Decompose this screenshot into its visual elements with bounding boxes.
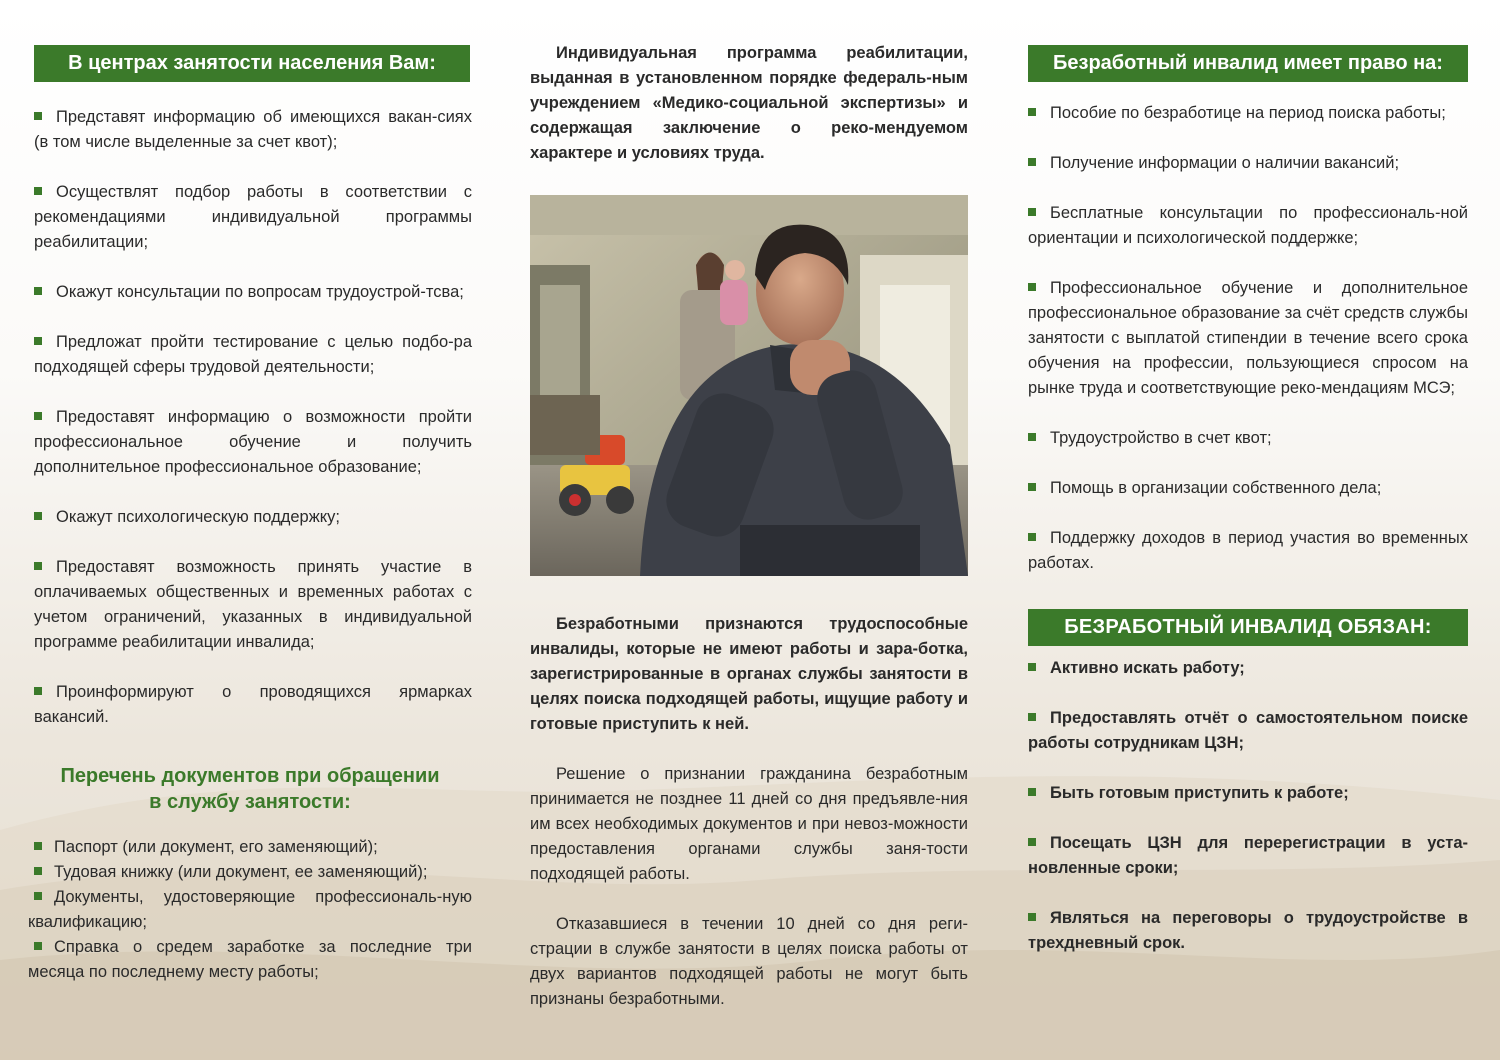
square-bullet-icon: [34, 337, 42, 345]
duty-item: Быть готовым приступить к работе;: [1028, 781, 1468, 806]
list-item: Предоставят информацию о возможности пройти профессиональное обучение и получить дополнительное профессиональное образование;: [34, 408, 472, 476]
list-item: Предоставят возможность принять участие в оплачиваемых общественных и временных работах с учетом ограничений, указанных в индивидуальной программе реабилитации инвалида;: [34, 558, 472, 651]
right-column: [1028, 0, 1468, 956]
square-bullet-icon: [34, 867, 42, 875]
left-column: [28, 0, 472, 985]
list-item: Проинформируют о проводящихся ярмарках вакансий.: [34, 683, 472, 726]
square-bullet-icon: [34, 942, 42, 950]
square-bullet-icon: [34, 187, 42, 195]
duty-item: Активно искать работу;: [1028, 656, 1468, 681]
unemployed-definition-text: Безработными признаются трудоспособные инвалиды, которые не имеют работы и зара-ботка, зарегистрированные в органах службы занятости в целях поиска подходящей работы, ищущие работу и готовые приступить к ней.: [530, 615, 968, 733]
right-item: Помощь в организации собственного дела;: [1028, 476, 1468, 501]
list-item: Представят информацию об имеющихся вакан-сиях (в том числе выделенные за счет квот);: [34, 108, 472, 151]
square-bullet-icon: [1028, 788, 1036, 796]
right-item: Получение информации о наличии вакансий;: [1028, 151, 1468, 176]
refused-text: Отказавшиеся в течении 10 дней со дня реги-страции в службе занятости в целях поиска работы от двух вариантов подходящей работы не могут быть признаны безработными.: [530, 915, 968, 1008]
duty-item: Посещать ЦЗН для перерегистрации в уста-новленные сроки;: [1028, 834, 1468, 877]
decision-text: Решение о признании гражданина безработным принимается не позднее 11 дней со дня предъявле-ния им всех необходимых документов и при невоз-можности предоставления органами службы заня-тости подходящей работы.: [530, 765, 968, 883]
right-item: Пособие по безработице на период поиска работы;: [1028, 101, 1468, 126]
square-bullet-icon: [34, 112, 42, 120]
square-bullet-icon: [34, 412, 42, 420]
square-bullet-icon: [1028, 713, 1036, 721]
right-item: Трудоустройство в счет квот;: [1028, 426, 1468, 451]
square-bullet-icon: [1028, 158, 1036, 166]
square-bullet-icon: [34, 842, 42, 850]
list-item: Осуществлят подбор работы в соответствии с рекомендациями индивидуальной программы реабилитации;: [34, 183, 472, 251]
documents-title: Перечень документов при обращении в службу занятости:: [60, 765, 440, 813]
document-item: Тудовая книжку (или документ, ее заменяющий);: [28, 860, 472, 885]
list-item: Предложат пройти тестирование с целью подбо-ра подходящей сферы трудовой деятельности;: [34, 333, 472, 376]
list-item: Окажут психологическую поддержку;: [34, 505, 472, 530]
square-bullet-icon: [34, 562, 42, 570]
square-bullet-icon: [1028, 433, 1036, 441]
document-item: Справка о средем заработке за последние три месяца по последнему месту работы;: [28, 938, 472, 981]
square-bullet-icon: [1028, 663, 1036, 671]
right-item: Профессиональное обучение и дополнительное профессиональное образование за счёт средств службы занятости с выплатой стипендии в течение всего срока обучения на профессии, пользующиеся спросом на рынке труда и соответствующие реко-мендациям МСЭ;: [1028, 279, 1468, 397]
square-bullet-icon: [1028, 483, 1036, 491]
square-bullet-icon: [1028, 533, 1036, 541]
square-bullet-icon: [1028, 283, 1036, 291]
square-bullet-icon: [1028, 108, 1036, 116]
employment-centers-header: В центрах занятости населения Вам:: [34, 45, 470, 82]
document-item: Паспорт (или документ, его заменяющий);: [28, 835, 472, 860]
rehabilitation-program-text: Индивидуальная программа реабилитации, выданная в установленном порядке федераль-ным учреждением «Медико-социальной экспертизы» и содержащая заключение о реко-мендуемом характере и условиях труда.: [530, 44, 968, 162]
document-item: Документы, удостоверяющие профессиональ-ную квалификацию;: [28, 888, 472, 931]
square-bullet-icon: [1028, 208, 1036, 216]
photo-illustration: [530, 195, 968, 576]
right-item: Бесплатные консультации по профессиональ-ной ориентации и психологической поддержке;: [1028, 204, 1468, 247]
right-item: Поддержку доходов в период участия во временных работах.: [1028, 529, 1468, 572]
rights-header: Безработный инвалид имеет право на:: [1028, 45, 1468, 82]
square-bullet-icon: [34, 287, 42, 295]
duty-item: Являться на переговоры о трудоустройстве в трехдневный срок.: [1028, 909, 1468, 952]
square-bullet-icon: [34, 892, 42, 900]
square-bullet-icon: [34, 512, 42, 520]
documents-list: [28, 835, 472, 985]
list-item: Окажут консультации по вопросам трудоустрой-тсва;: [34, 280, 472, 305]
middle-column: [530, 0, 968, 1012]
square-bullet-icon: [1028, 838, 1036, 846]
square-bullet-icon: [1028, 913, 1036, 921]
square-bullet-icon: [34, 687, 42, 695]
duties-header: БЕЗРАБОТНЫЙ ИНВАЛИД ОБЯЗАН:: [1028, 609, 1468, 646]
man-thinking-photo: [530, 195, 968, 576]
duty-item: Предоставлять отчёт о самостоятельном поиске работы сотрудникам ЦЗН;: [1028, 709, 1468, 752]
